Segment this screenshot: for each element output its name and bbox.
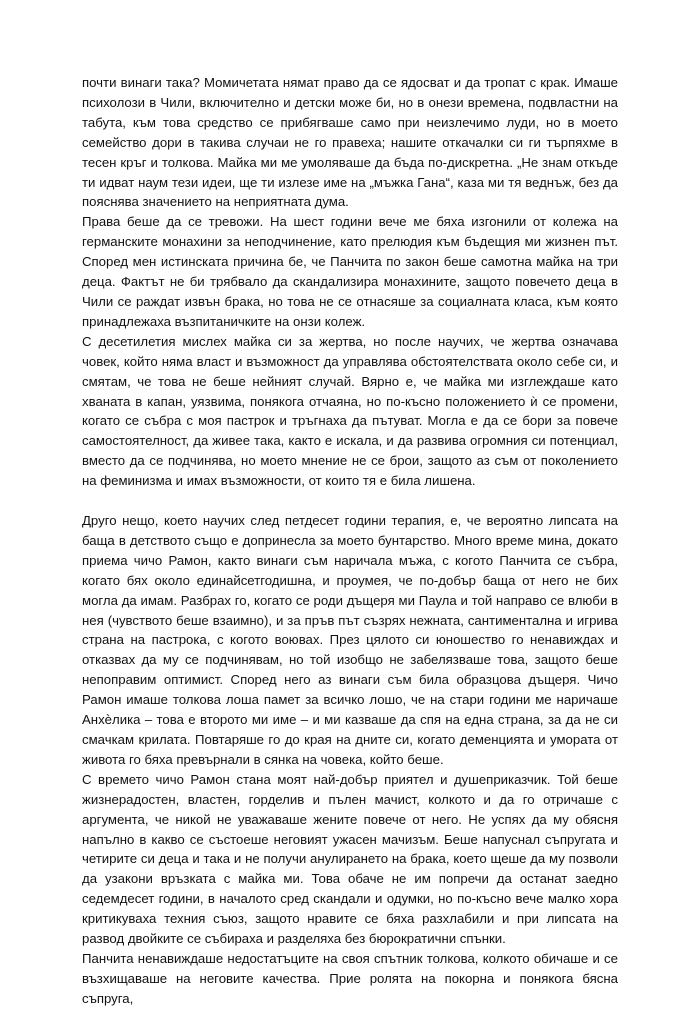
paragraph: Друго нещо, което научих след петдесет години терапия, е, че вероятно липсата на баща в детството също е допринесла за моето бунтарство. Много време мина, докато приема чичо Рамон, както винаги съм наричала мъжа, с когото Панчита се събра, когато бях около единайсетгодишна, и проумея, че по-добър баща от него не бих могла да имам. Разбрах го, когато се роди дъщеря ми Паула и той направо се влюби в нея (чувството беше взаимно), и за пръв път съзрях нежната, сантиментална и игрива страна на пастрока, с когото воювах. През цялото си юношество го ненавиждах и отказвах да му се подчинявам, но той изобщо не забелязваше това, защото беше непоправим оптимист. Според него аз винаги съм била образцова дъщеря. Чичо Рамон имаше толкова лоша памет за всичко лошо, че на стари години ме наричаше Анхѐлика – това е второто ми име – и ми казваше да спя на една страна, за да не си смачкам крилата. Повтаряше го до края на дните си, когато деменцията и умората от живота го бяха превърнали в сянка на човека, който беше.	[82, 513, 618, 767]
paragraph: С десетилетия мислех майка си за жертва, но после научих, че жертва означава човек, който няма власт и възможност да управлява обстоятелствата около себе си, и смятам, че това не беше нейният случай. Вярно е, че майка ми изглеждаше като хваната в капан, уязвима, понякога отчаяна, но по-късно положението ѝ се промени, когато се събра с моя пастрок и тръгнаха да пътуват. Могла е да се бори за повече самостоятелност, да живее така, както е искала, и да развива огромния си потенциал, вместо да се подчинява, но моето мнение не се брои, защото аз съм от поколението на феминизма и имах възможности, от които тя е била лишена.	[82, 333, 618, 489]
paragraph: С времето чичо Рамон стана моят най-добър приятел и душеприказчик. Той беше жизнерадостен, властен, горделив и пълен мачист, колкото и да го отричаше с аргумента, че никой не уважаваше жените повече от него. Не успях да му обясня напълно в какво се състоеше неговият ужасен мачизъм. Беше напуснал съпругата и четирите си деца и така и не получи анулирането на брака, което щеше да му позволи да узакони връзката с майка ми. Това обаче не им попречи да останат заедно седемдесет години, в началото сред скандали и одумки, но по-късно вече малко хора критикуваха техния съюз, защото нравите се бяха разхлабили и при липсата на развод двойките се събираха и разделяха без бюрократични спънки.	[82, 771, 618, 947]
paragraph: Права беше да се тревожи. На шест години вече ме бяха изгонили от колежа на германските монахини за неподчинение, като прелюдия към бъдещия ми жизнен път. Според мен истинската причина бе, че Панчита по закон беше самотна майка на три деца. Фактът не би трябвало да скандализира монахините, защото повечето деца в Чили се раждат извън брака, но това не се отнасяше за социалната класа, към която принадлежаха възпитаничките на онзи колеж.	[82, 214, 618, 329]
document-page	[82, 73, 618, 1009]
paragraph: почти винаги така? Момичетата нямат право да се ядосват и да тропат с крак. Имаше психолози в Чили, включително и детски може би, но в онези времена, подвластни на табута, към това средство се прибягваше само при неизлечимо луди, но в моето семейство дори в такива случаи не го правеха; нашите откачалки си ги търпяхме в тесен кръг и толкова. Майка ми ме умоляваше да бъда по-дискретна. „Не знам откъде ти идват наум тези идеи, ще ти излезе име на „мъжка Гана“, каза ми тя веднъж, без да пояснява значението на неприятната дума.	[82, 75, 618, 210]
paragraph: Панчита ненавиждаше недостатъците на своя спътник толкова, колкото обичаше и се възхищаваше на неговите качества. Прие ролята на покорна и понякога бясна съпруга,	[82, 950, 618, 1006]
paragraph-gap	[82, 491, 618, 511]
